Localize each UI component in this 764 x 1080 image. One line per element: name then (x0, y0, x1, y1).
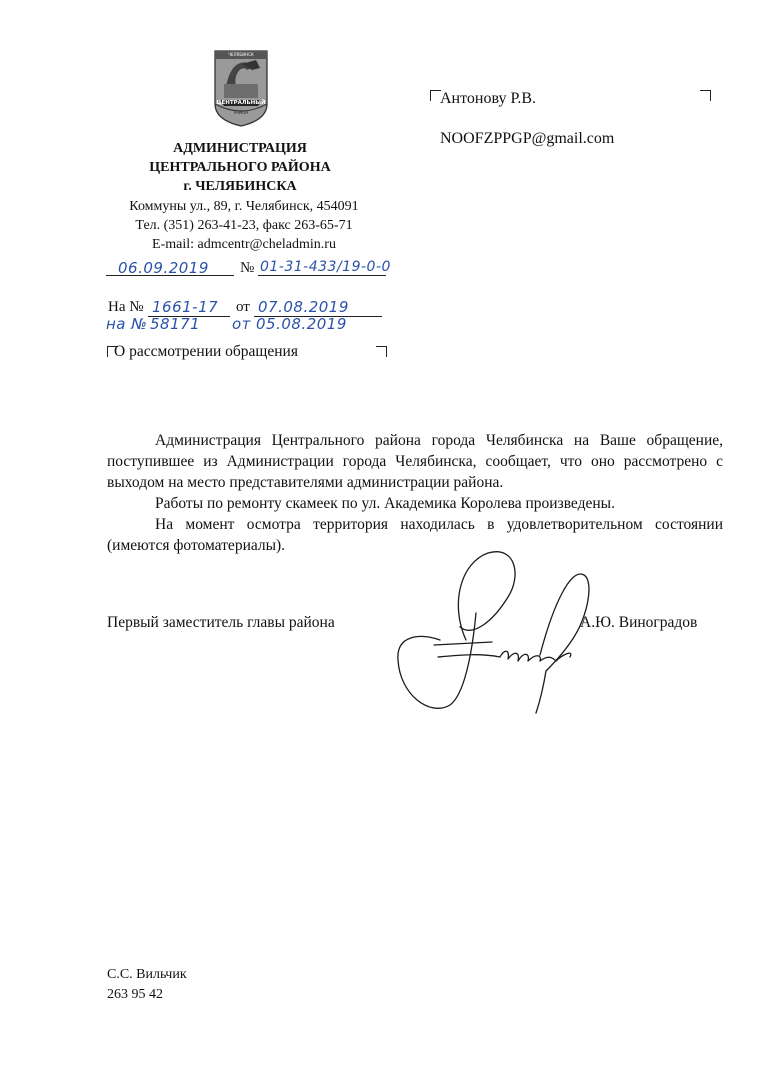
sender-organization (110, 139, 370, 196)
reg-date: 06.09.2019 (118, 259, 209, 277)
handwritten-signature (380, 545, 620, 715)
body-paragraph-3: На момент осмотра территория находилась в удовлетворительном состоянии (имеются фотоматериалы). (107, 516, 723, 554)
recipient-name: Антонову Р.В. (440, 90, 537, 107)
ref-date: 07.08.2019 (258, 298, 349, 316)
ref2-date: 05.08.2019 (256, 315, 347, 333)
emblem-banner-main: ЦЕНТРАЛЬНЫЙ (216, 100, 266, 106)
ref2-number: 58171 (150, 315, 201, 333)
sender-contacts (110, 197, 378, 254)
coat-of-arms-emblem (212, 46, 270, 128)
body-paragraph-1: Администрация Центрального района города Челябинска на Ваше обращение, поступившее из Администрации города Челябинска, сообщает, что оно рассмотрено с выходом на место представителями администрации района. (107, 432, 723, 491)
sender-phone: Тел. (351) 263-41-23, факс 263-65-71 (135, 218, 353, 233)
emblem-banner-top: ЧЕЛЯБИНСК (228, 52, 254, 57)
recipient-bracket-right (700, 90, 711, 101)
sender-email: E-mail: admcentr@cheladmin.ru (152, 237, 336, 252)
emblem-banner-bottom: РАЙОН (233, 110, 249, 115)
body-paragraph-2: Работы по ремонту скамеек по ул. Академика Королева произведены. (155, 495, 615, 512)
reg-number-label: № (240, 260, 255, 276)
signatory-position: Первый заместитель главы района (107, 614, 335, 631)
org-line-1: АДМИНИСТРАЦИЯ (173, 141, 307, 156)
reg-number: 01-31-433/19-0-0 (260, 259, 391, 275)
ref-label: На № (108, 299, 144, 315)
sender-address: Коммуны ул., 89, г. Челябинск, 454091 (129, 199, 359, 214)
executor-name: С.С. Вильчик (107, 967, 187, 982)
letter-body (107, 430, 723, 556)
subject-line: О рассмотрении обращения (114, 343, 298, 360)
org-line-2: ЦЕНТРАЛЬНОГО РАЙОНА (149, 160, 331, 175)
executor-phone: 263 95 42 (107, 987, 163, 1002)
recipient-email: NOOFZPPGP@gmail.com (440, 130, 615, 147)
reg-number-underline (258, 275, 386, 276)
ref2-label: на № (106, 315, 148, 333)
ref-number: 1661-17 (152, 298, 219, 316)
subject-bracket-right (376, 346, 387, 357)
ref-from-label: от (236, 299, 250, 315)
signatory-name: А.Ю. Виноградов (580, 614, 698, 631)
org-line-3: г. ЧЕЛЯБИНСКА (183, 179, 297, 194)
ref2-from-label: от (232, 315, 251, 333)
